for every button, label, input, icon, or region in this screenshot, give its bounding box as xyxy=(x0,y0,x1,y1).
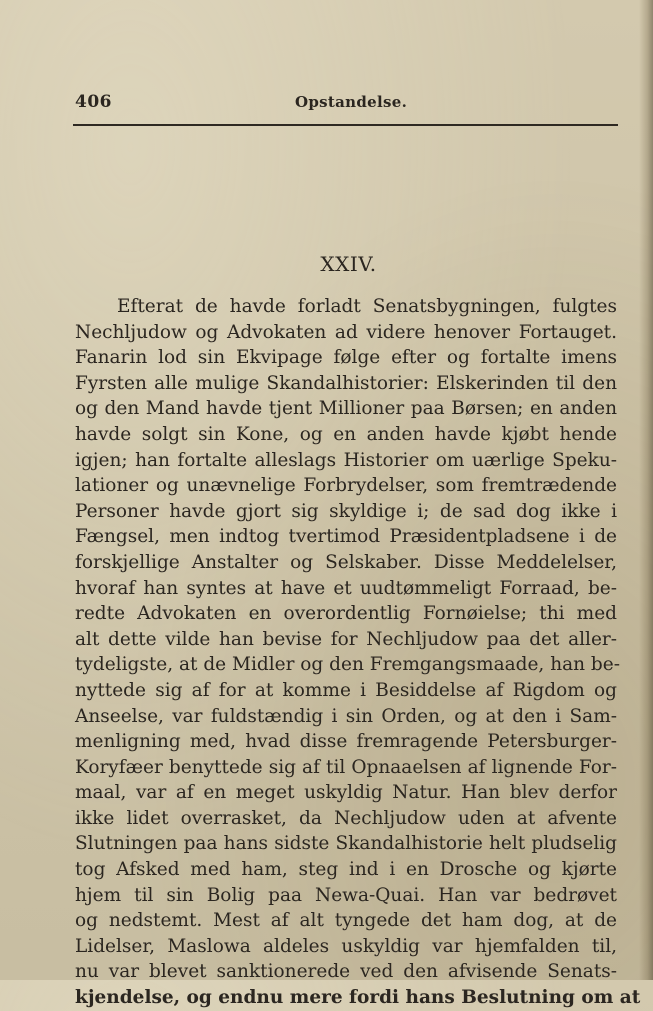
page-edge-shadow xyxy=(639,0,653,980)
text-line: redte Advokaten en overordentlig Fornøielse; thi med xyxy=(75,603,617,625)
text-line: forskjellige Anstalter og Selskaber. Disse Meddelelser, xyxy=(75,551,617,573)
text-line: ikke lidet overrasket, da Nechljudow uden at afvente xyxy=(75,807,617,829)
page-number: 406 xyxy=(75,92,112,112)
text-line: Lidelser, Maslowa aldeles uskyldig var hjemfalden til, xyxy=(75,935,617,957)
body-text xyxy=(75,294,641,1011)
text-line: Nechljudow og Advokaten ad videre henover Fortauget. xyxy=(75,321,617,343)
text-line: tog Afsked med ham, steg ind i en Drosche og kjørte xyxy=(75,859,617,881)
text-line: hvoraf han syntes at have et uudtømmeligt Forraad, be- xyxy=(75,577,617,599)
header-rule xyxy=(73,124,618,126)
text-line: Slutningen paa hans sidste Skandalhistorie helt pludselig xyxy=(75,833,617,855)
text-line: maal, var af en meget uskyldig Natur. Han blev derfor xyxy=(75,782,617,804)
text-line: Fyrsten alle mulige Skandalhistorier: Elskerinden til den xyxy=(75,372,617,394)
text-line: hjem til sin Bolig paa Newa-Quai. Han var bedrøvet xyxy=(75,884,617,906)
text-line: nyttede sig af for at komme i Besiddelse af Rigdom og xyxy=(75,679,617,701)
text-line: alt dette vilde han bevise for Nechljudow paa det aller- xyxy=(75,628,617,650)
text-line: Personer havde gjort sig skyldige i; de sad dog ikke i xyxy=(75,500,617,522)
text-line: og den Mand havde tjent Millioner paa Børsen; en anden xyxy=(75,398,617,420)
text-line: igjen; han fortalte alleslags Historier om uærlige Speku- xyxy=(75,449,617,471)
text-line: Fængsel, men indtog tvertimod Præsidentpladsene i de xyxy=(75,526,617,548)
text-line: Fanarin lod sin Ekvipage følge efter og fortalte imens xyxy=(75,347,617,369)
text-line: og nedstemt. Mest af alt tyngede det ham dog, at de xyxy=(75,910,617,932)
text-line: menligning med, hvad disse fremragende Petersburger- xyxy=(75,731,617,753)
text-line: Koryfæer benyttede sig af til Opnaaelsen af lignende For- xyxy=(75,756,617,778)
text-line: Efterat de havde forladt Senatsbygningen, fulgtes xyxy=(117,296,617,317)
running-title: Opstandelse. xyxy=(295,93,408,111)
text-line: havde solgt sin Kone, og en anden havde kjøbt hende xyxy=(75,423,617,445)
text-line: Anseelse, var fuldstændig i sin Orden, og at den i Sam- xyxy=(75,705,617,727)
text-line: tydeligste, at de Midler og den Fremgangsmaade, han be- xyxy=(75,654,620,676)
text-line: kjendelse, og endnu mere fordi hans Beslutning om at xyxy=(75,987,641,1009)
text-line: lationer og unævnelige Forbrydelser, som fremtrædende xyxy=(75,475,617,497)
chapter-heading: XXIV. xyxy=(320,252,377,276)
text-line: nu var blevet sanktionerede ved den afvisende Senats- xyxy=(75,961,617,983)
running-header xyxy=(73,92,618,116)
